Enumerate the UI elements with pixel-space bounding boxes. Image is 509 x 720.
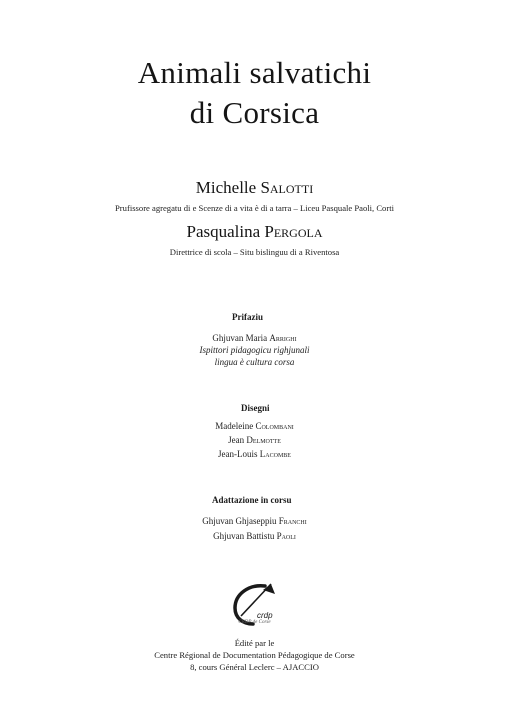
illustrator-2	[0, 434, 509, 446]
author-1-name	[0, 178, 509, 198]
illustrator-3	[0, 448, 509, 460]
publisher-line2: Centre Régional de Documentation Pédagogique de Corse	[154, 650, 355, 660]
book-title-line1: Animali salvatichi	[137, 55, 372, 90]
adapter-2-last-name: Paoli	[276, 531, 296, 541]
adaptation-label: Adattazione in corsu	[212, 495, 292, 505]
illustrator-2-last-name: Delmotte	[246, 435, 281, 445]
publisher-line1: Édité par le	[234, 638, 275, 648]
author-1-first-name: Michelle	[195, 178, 257, 197]
drawings-label: Disegni	[241, 403, 270, 413]
illustrator-1-last-name: Colombani	[255, 421, 294, 431]
author-1-role: Prufissore agregatu di e Scenze di a vita è di a tarra – Liceu Pasquale Paoli, Corti	[115, 203, 394, 213]
adapter-2-first-name: Ghjuvan Battistu	[213, 531, 275, 541]
preface-first-name: Ghjuvan Maria	[212, 333, 268, 343]
author-2-name	[0, 222, 509, 242]
author-2-last-name: Pergola	[264, 222, 323, 241]
publisher-address: 8, cours Général Leclerc – AJACCIO	[190, 662, 319, 672]
preface-last-name: Arrighi	[269, 333, 297, 343]
illustrator-3-last-name: Lacombe	[259, 449, 291, 459]
preface-label: Prifaziu	[232, 312, 263, 322]
illustrator-3-first-name: Jean-Louis	[218, 449, 258, 459]
preface-role-line2: lingua è cultura corsa	[214, 357, 295, 367]
adapter-1	[0, 515, 509, 527]
adapter-2	[0, 530, 509, 542]
book-title-line2: di Corsica	[189, 95, 320, 130]
author-2-role: Direttrice di scola – Situ bislinguu di a Riventosa	[169, 247, 340, 257]
logo-text: crdp	[257, 611, 273, 620]
preface-author	[0, 332, 509, 344]
illustrator-1-first-name: Madeleine	[215, 421, 254, 431]
logo-caption: CRDP de Corse	[238, 620, 271, 625]
adapter-1-first-name: Ghjuvan Ghjaseppiu	[202, 516, 277, 526]
author-1-last-name: Salotti	[260, 178, 314, 197]
illustrator-1	[0, 420, 509, 432]
preface-role-line1: Ispittori pidagogicu righjunali	[199, 345, 310, 355]
author-2-first-name: Pasqualina	[186, 222, 261, 241]
illustrator-2-first-name: Jean	[228, 435, 245, 445]
adapter-1-last-name: Franchi	[278, 516, 307, 526]
